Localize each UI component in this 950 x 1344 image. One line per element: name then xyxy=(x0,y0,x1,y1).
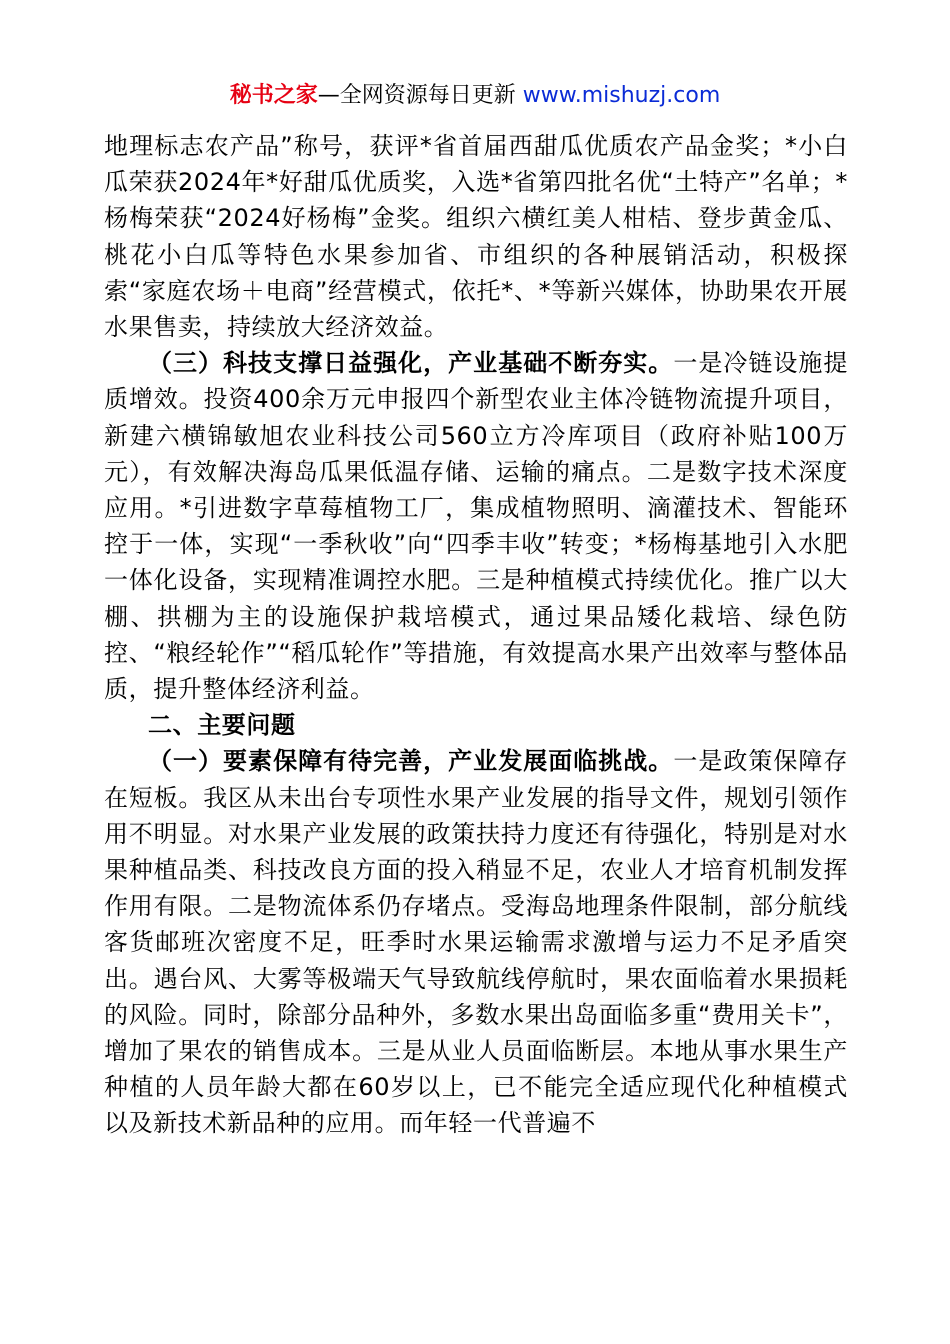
paragraph-text: 一是政策保障存在短板。我区从未出台专项性水果产业发展的指导文件，规划引领作用不明显。对水果产业发展的政策扶持力度还有待强化，特别是对水果种植品类、科技改良方面的投入稍显不足，农业人才培育机制发挥作用有限。二是物流体系仍存堵点。受海岛地理条件限制，部分航线客货邮班次密度不足，旺季时水果运输需求激增与运力不足矛盾突出。遇台风、大雾等极端天气导致航线停航时，果农面临着水果损耗的风险。同时，除部分品种外，多数水果出岛面临多重“费用关卡”，增加了果农的销售成本。三是从业人员面临断层。本地从事水果生产种植的人员年龄大都在60岁以上，已不能完全适应现代化种植模式以及新技术新品种的应用。而年轻一代普遍不 xyxy=(104,747,848,1138)
paragraph-tech-support xyxy=(104,345,848,707)
brand-name: 秘书之家 xyxy=(229,83,318,108)
paragraph-lead: （一）要素保障有待完善，产业发展面临挑战。 xyxy=(148,747,674,776)
section-heading-main-problems: 二、主要问题 xyxy=(148,711,296,740)
header-tagline: —全网资源每日更新 xyxy=(317,83,516,108)
page-header xyxy=(0,80,950,112)
paragraph-factor-guarantee xyxy=(104,743,848,1141)
paragraph-lead: （三）科技支撑日益强化，产业基础不断夯实。 xyxy=(148,349,674,378)
paragraph-text: 地理标志农产品”称号，获评*省首届西甜瓜优质农产品金奖；*小白瓜荣获2024年*好甜瓜优质奖，入选*省第四批名优“土特产”名单；*杨梅荣获“2024好杨梅”金奖。组织六横红美人柑桔、登步黄金瓜、桃花小白瓜等特色水果参加省、市组织的各种展销活动，积极探索“家庭农场＋电商”经营模式，依托*、*等新兴媒体，协助果农开展水果售卖，持续放大经济效益。 xyxy=(104,132,848,342)
paragraph-continuation xyxy=(104,128,848,345)
site-url-link[interactable]: www.mishuzj.com xyxy=(522,83,721,108)
document-body xyxy=(104,128,848,1142)
paragraph-text: 一是冷链设施提质增效。投资400余万元申报四个新型农业主体冷链物流提升项目，新建六横锦敏旭农业科技公司560立方冷库项目（政府补贴100万元），有效解决海岛瓜果低温存储、运输的痛点。二是数字技术深度应用。*引进数字草莓植物工厂，集成植物照明、滴灌技术、智能环控于一体，实现“一季秋收”向“四季丰收”转变；*杨梅基地引入水肥一体化设备，实现精准调控水肥。三是种植模式持续优化。推广以大棚、拱棚为主的设施保护栽培模式，通过果品矮化栽培、绿色防控、“粮经轮作”“稻瓜轮作”等措施，有效提高水果产出效率与整体品质，提升整体经济利益。 xyxy=(104,349,848,704)
